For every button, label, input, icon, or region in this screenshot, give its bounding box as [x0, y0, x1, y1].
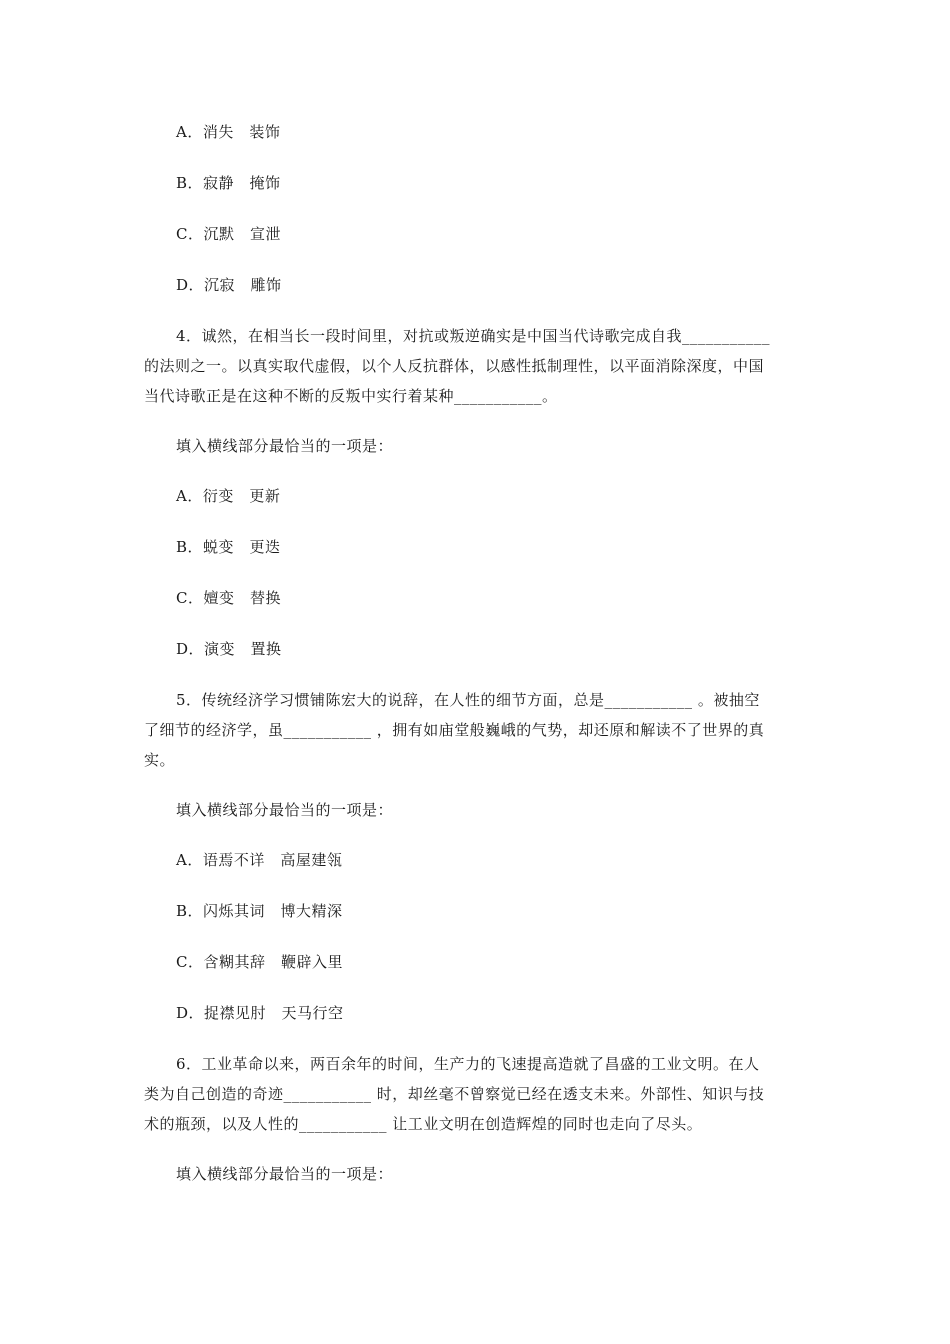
q5-prompt: 填入横线部分最恰当的一项是： — [176, 801, 394, 819]
q4-text-line-2: 的法则之一。以真实取代虚假，以个人反抗群体，以感性抵制理性，以平面消除深度，中国 — [144, 357, 765, 375]
q4-option-a: A．衍变 更新 — [176, 487, 281, 505]
q5-option-c: C．含糊其辞 鞭辟入里 — [176, 953, 343, 971]
q3-option-d: D．沉寂 雕饰 — [176, 276, 282, 294]
q4-option-c: C．嬗变 替换 — [176, 589, 281, 607]
q5-text-line-3: 实。 — [144, 751, 176, 769]
q6-text-line-3: 术的瓶颈，以及人性的___________ 让工业文明在创造辉煌的同时也走向了尽头。 — [144, 1115, 703, 1133]
q4-option-b: B．蜕变 更迭 — [176, 538, 281, 556]
q4-text-line-3: 当代诗歌正是在这种不断的反叛中实行着某种___________。 — [144, 387, 558, 405]
q5-text-line-1: 5．传统经济学习惯铺陈宏大的说辞，在人性的细节方面，总是___________ 。被抽空 — [176, 691, 760, 709]
q5-option-b: B．闪烁其词 博大精深 — [176, 902, 343, 920]
q3-option-a: A．消失 装饰 — [176, 123, 281, 141]
q4-text-line-1: 4．诚然，在相当长一段时间里，对抗或叛逆确实是中国当代诗歌完成自我___________ — [176, 327, 771, 345]
q5-option-d: D．捉襟见肘 天马行空 — [176, 1004, 344, 1022]
document-page — [144, 0, 810, 1344]
q4-prompt: 填入横线部分最恰当的一项是： — [176, 437, 394, 455]
q5-text-line-2: 了细节的经济学，虽___________ ，拥有如庙堂般巍峨的气势，却还原和解读不了世界的真 — [144, 721, 765, 739]
q3-option-c: C．沉默 宣泄 — [176, 225, 281, 243]
q6-prompt: 填入横线部分最恰当的一项是： — [176, 1165, 394, 1183]
q6-text-line-1: 6．工业革命以来，两百余年的时间，生产力的飞速提高造就了昌盛的工业文明。在人 — [176, 1055, 760, 1073]
q4-option-d: D．演变 置换 — [176, 640, 282, 658]
q6-text-line-2: 类为自己创造的奇迹___________ 时，却丝毫不曾察觉已经在透支未来。外部性、知识与技 — [144, 1085, 765, 1103]
q5-option-a: A．语焉不详 高屋建瓴 — [176, 851, 343, 869]
q3-option-b: B．寂静 掩饰 — [176, 174, 281, 192]
